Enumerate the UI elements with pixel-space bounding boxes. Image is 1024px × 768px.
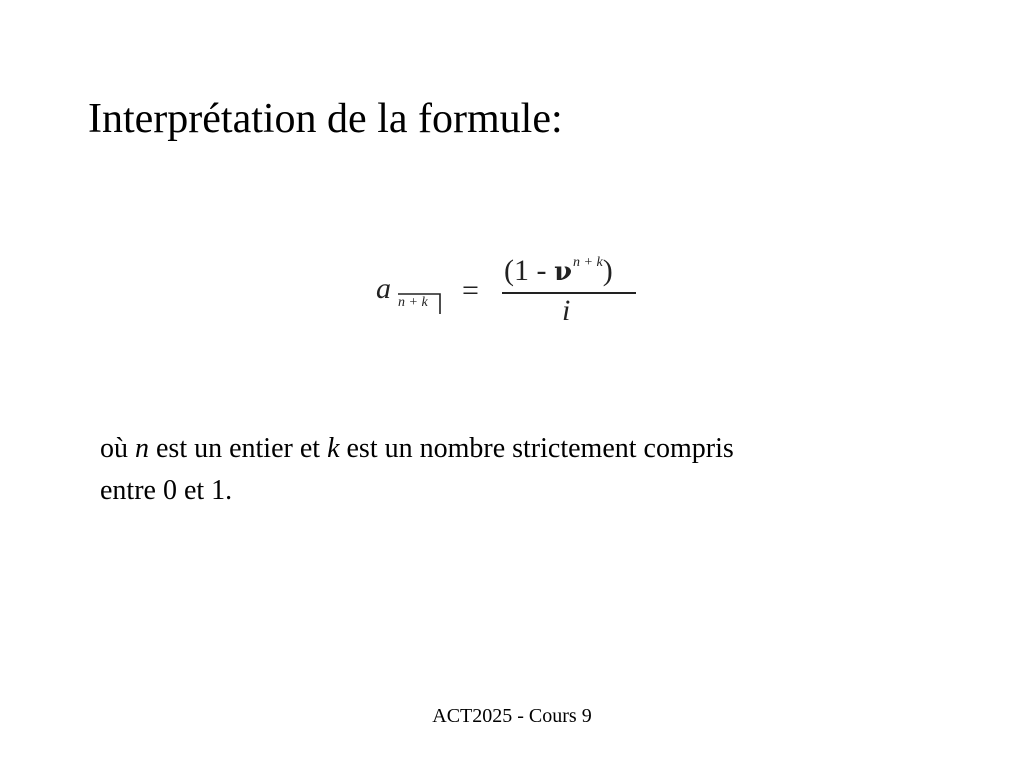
annuity-letter: a xyxy=(376,272,391,305)
fraction-numerator xyxy=(504,256,613,286)
annuity-symbol xyxy=(376,274,442,318)
explanation-line-1 xyxy=(100,428,900,470)
slide-footer xyxy=(0,706,1024,726)
slide-title: Interprétation de la formule: xyxy=(88,96,563,142)
explanation-part-3: est un nombre strictement compris xyxy=(339,433,734,464)
equals-sign: = xyxy=(462,274,479,307)
explanation-line-2: entre 0 et 1. xyxy=(100,475,233,506)
footer-text: ACT2025 - Cours 9 xyxy=(432,705,592,727)
discount-factor-nu: ν xyxy=(553,257,573,287)
variable-n: n xyxy=(135,433,149,464)
actuarial-angle-mark xyxy=(396,292,442,316)
explanation-part-1: où xyxy=(100,433,135,464)
variable-k: k xyxy=(327,433,340,464)
annuity-formula xyxy=(376,256,646,328)
numerator-open: (1 - xyxy=(504,254,554,287)
numerator-exponent: n + k xyxy=(573,255,603,270)
explanation-text xyxy=(100,428,900,512)
annuity-subscript: n + k xyxy=(398,295,428,310)
explanation-part-2: est un entier et xyxy=(149,433,328,464)
fraction-denominator: i xyxy=(562,294,571,327)
numerator-close: ) xyxy=(602,254,613,287)
